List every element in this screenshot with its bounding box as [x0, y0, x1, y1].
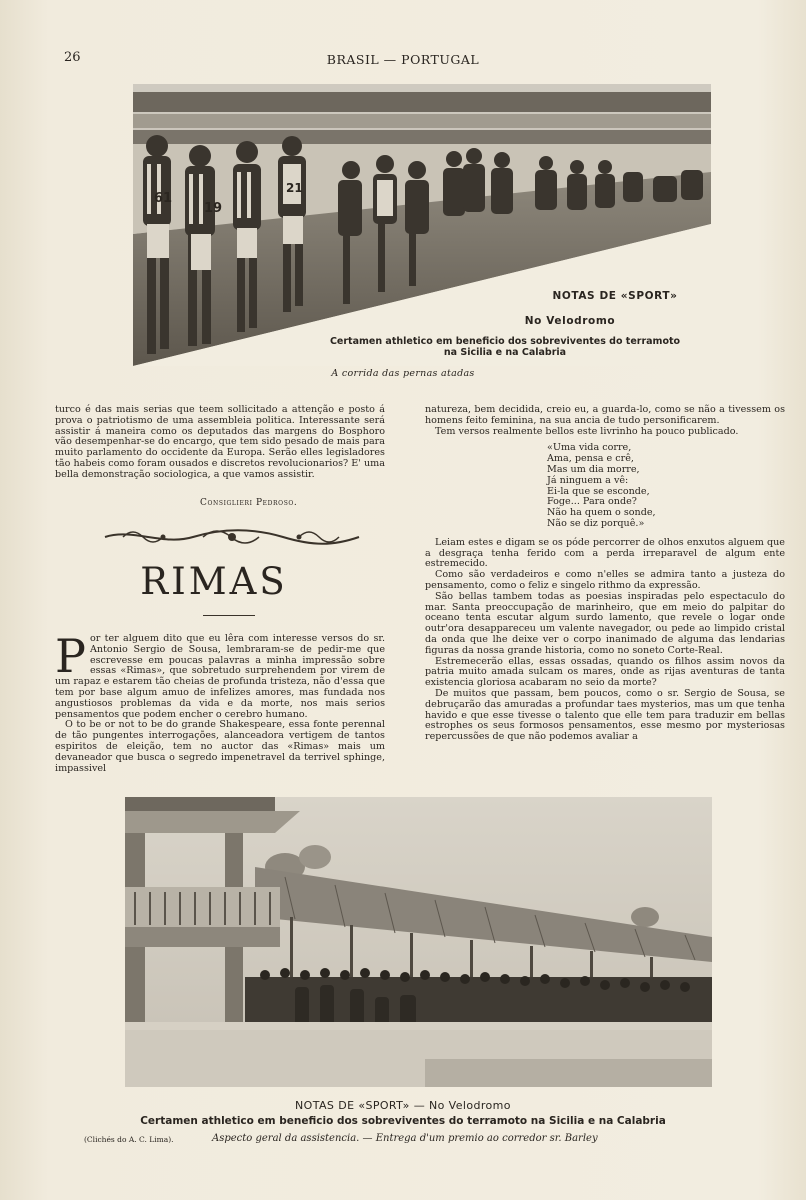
bottom-caption-italic: Aspecto geral da assistencia. — Entrega d'um premio ao corredor sr. Barley [212, 1133, 598, 1144]
paragraph: O to be or not to be do grande Shakespeare, essa fonte perennal de tão pungentes interrogações, alanceadora vertigem de tantos espiritos de eleição, tem no auctor das «Rimas» mais um devaneador que busca o segredo impenetravel da terrivel sphinge, impassivel [55, 719, 385, 774]
bottom-caption-event: Certamen athletico em beneficio dos sobreviventes do terramoto na Sicilia e na Calabria [140, 1115, 666, 1127]
photo-caption-event [320, 336, 690, 358]
poem-line: Foge... Para onde? [547, 496, 637, 508]
poem-line: Não ha quem o sonde, [547, 507, 656, 519]
title-rule [203, 615, 255, 616]
paragraph: Como são verdadeiros e como n'elles se admira tanto a justeza do pensamento, como o feliz e singelo rithmo da expressão. [425, 569, 785, 591]
paragraph: Leiam estes e digam se os póde percorrer de olhos enxutos alguem que a desgraça tenha ferido com a perda irreparavel de algum ente estremecido. [425, 536, 785, 570]
poem-line: Ama, pensa e crê, [547, 453, 634, 465]
left-column-intro [55, 405, 385, 481]
poem-line: Ei-la que se esconde, [547, 485, 650, 497]
page-number: 26 [64, 50, 81, 65]
photo-caption-italic: A corrida das pernas atadas [331, 368, 475, 379]
poem-line: Já ninguem a vê: [547, 474, 629, 486]
caption-line: Certamen athletico em beneficio dos sobreviventes do terramoto [329, 336, 681, 347]
paragraph [55, 629, 385, 720]
left-column-rimas [55, 629, 385, 774]
poem-line: «Uma vida corre, [547, 442, 632, 454]
velodrome-stands-photo [125, 797, 712, 1087]
bib-number: 21 [286, 181, 303, 195]
running-title: BRASIL — PORTUGAL [326, 52, 480, 67]
paragraph-text: or ter alguem dito que eu lêra com interesse versos do sr. Antonio Sergio de Sousa, lembraram-se de pedir-me que escrevesse em poucas palavras a minha impressão sobre essas «Rimas», que sobretudo surprehendem por virem de um rapaz e estarem tão cheias de profunda tristeza, não d'essa que tem por base algum amuo de infelizes amores, mas fundada nos angustiosos problemas da vida e da morte, nos mais serios pensamentos que podem encher o cerebro humano. [55, 633, 385, 720]
poem-line: Mas um dia morre, [547, 463, 640, 475]
right-column [425, 405, 785, 743]
photo-caption-place: No Velodromo [524, 315, 616, 327]
paragraph: São bellas tambem todas as poesias inspiradas pelo espectaculo do mar. Santa preoccupação de marinheiro, que em meio do palpitar do oceano tenta escutar algum surdo lamento, que revele o logar onde outr'ora desappareceu um valente navegador, ou pede ao limpido cristal da onda que lhe deixe ver o corpo inanimado de alguma das lendarias figuras da nossa grande historia, como no soneto Corte-Real. [425, 590, 785, 656]
paragraph: natureza, bem decidida, creio eu, a guarda-lo, como se não a tivessem os homens feito feminina, na sua ancia de tudo personificarem. [425, 404, 785, 426]
caption-line: na Sicilia e na Calabria [443, 347, 567, 358]
ornament-divider [103, 524, 361, 550]
author-signature: Consiglieri Pedroso. [200, 498, 298, 508]
paragraph: De muitos que passam, bem poucos, como o sr. Sergio de Sousa, se debruçarão das amuradas a profundar taes mysterios, mas um que tenha havido e que esse tivesse o talento que elle tem para traduzir em bellas estrophes os seus formosos pensamentos, esse mesmo por mysteriosas repercussões de que não podemos avaliar a [425, 687, 785, 743]
bib-number: 61 [154, 191, 173, 206]
bottom-caption-title: NOTAS DE «SPORT» — No Velodromo [295, 1099, 511, 1112]
paragraph: Tem versos realmente bellos este livrinho ha pouco publicado. [435, 425, 739, 437]
photo-credit: (Clichés do A. C. Lima). [84, 1135, 174, 1144]
paragraph: turco é das mais serias que teem sollicitado a attenção e posto á prova o patriotismo de uma assembleia politica. Interessante será assistir á maneira como os deputados das margens do Bosphoro vão desempenhar-se do encargo, que tem sido pesado de mais para muito parlamento do occidente da Europa. Serão elles legisladores tão habeis como foram ousados e discretos revolucionarios? E' uma bella demonstração sociologica, a que vamos assistir. [55, 404, 385, 480]
poem-quote [547, 443, 785, 529]
poem-line: Não se diz porquê.» [547, 517, 645, 529]
paragraph: Estremecerão ellas, essas ossadas, quando os filhos assim novos da patria muito amada sulcam os mares, onde as rijas aventuras de tanta existencia gloriosa acabaram no seio da morte? [425, 655, 785, 689]
bib-number: 19 [204, 201, 223, 216]
drop-cap: P [55, 629, 86, 683]
article-title: RIMAS [140, 560, 288, 603]
photo-caption-section: NOTAS DE «SPORT» [552, 290, 678, 302]
